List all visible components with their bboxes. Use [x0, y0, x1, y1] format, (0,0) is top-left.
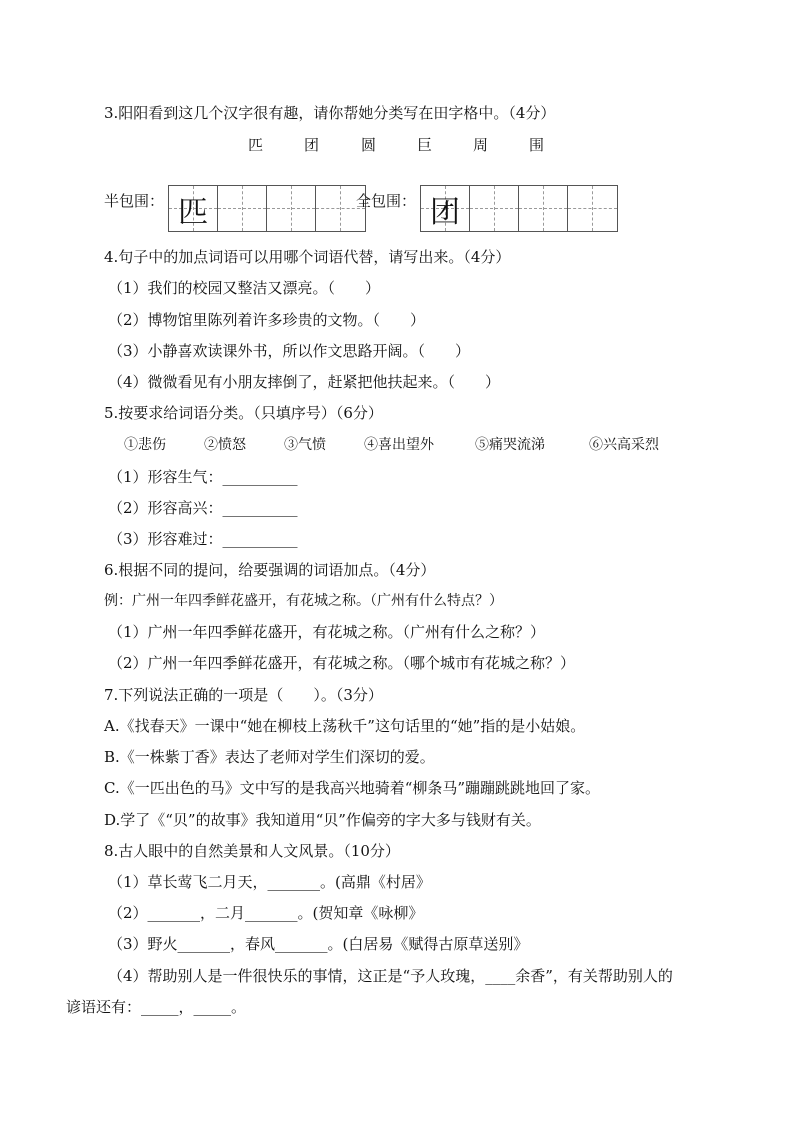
q4-title: 4.句子中的加点词语可以用哪个词语代替，请写出来。（4分）: [104, 248, 511, 266]
grid-cell[interactable]: [421, 186, 470, 231]
q3-char: 巨: [417, 136, 433, 154]
grid-cell[interactable]: [169, 186, 218, 231]
q8-title: 8.古人眼中的自然美景和人文风景。（10分）: [104, 842, 400, 860]
q8-item: （3）野火_______，春风_______。(白居易《赋得古原草送别》: [108, 935, 529, 953]
q3-char: 围: [529, 136, 545, 154]
q5-item: （1）形容生气：__________: [108, 468, 298, 486]
q3-char: 团: [304, 136, 320, 154]
q4-item: （1）我们的校园又整洁又漂亮。（ ）: [108, 279, 381, 297]
grid-cell[interactable]: [267, 186, 316, 231]
q8-item: （2）_______，二月_______。(贺知章《咏柳》: [108, 904, 424, 922]
q6-title: 6.根据不同的提问，给要强调的词语加点。（4分）: [104, 561, 436, 579]
q5-option: ⑤痛哭流涕: [475, 437, 545, 453]
q3-char: 匹: [248, 136, 264, 154]
q6-item: （1）广州一年四季鲜花盛开，有花城之称。（广州有什么之称？）: [108, 623, 546, 641]
q5-option: ③气愤: [284, 437, 326, 453]
full-enclosure-label: 全包围：: [356, 192, 417, 210]
q6-example: 例：广州一年四季鲜花盛开，有花城之称。（广州有什么特点？）: [104, 593, 503, 609]
half-enclosure-label: 半包围：: [104, 192, 165, 210]
q5-option: ⑥兴高采烈: [589, 437, 659, 453]
grid-cell[interactable]: [470, 186, 519, 231]
q5-option: ①悲伤: [124, 437, 166, 453]
q7-option-b: B.《一株紫丁香》表达了老师对学生们深切的爱。: [104, 748, 435, 766]
q4-item: （4）微微看见有小朋友摔倒了，赶紧把他扶起来。（ ）: [108, 373, 501, 391]
q5-item: （2）形容高兴：__________: [108, 499, 298, 517]
q7-option-d: D.学了《“贝”的故事》我知道用“贝”作偏旁的字大多与钱财有关。: [104, 811, 541, 829]
q5-title: 5.按要求给词语分类。（只填序号）（6分）: [104, 404, 383, 422]
q3-character-list: [0, 134, 794, 154]
q8-continuation: 谚语还有：_____，_____。: [66, 998, 247, 1016]
q8-item: （1）草长莺飞二月天，_______。(高鼎《村居》: [108, 873, 431, 891]
q7-title: 7.下列说法正确的一项是（ ）。（3分）: [104, 686, 383, 704]
q3-title: 3.阳阳看到这几个汉字很有趣，请你帮她分类写在田字格中。（4分）: [104, 104, 556, 122]
grid-cell-char: 团: [430, 194, 460, 230]
half-enclosure-grid: [168, 185, 366, 232]
grid-cell[interactable]: [519, 186, 568, 231]
q8-item: （4）帮助别人是一件很快乐的事情，这正是“予人玫瑰，____余香”，有关帮助别人的: [108, 967, 673, 985]
q5-options: [0, 434, 794, 454]
q5-item: （3）形容难过：__________: [108, 530, 298, 548]
q3-char: 圆: [361, 136, 377, 154]
q3-char: 周: [473, 136, 489, 154]
q6-item: （2）广州一年四季鲜花盛开，有花城之称。（哪个城市有花城之称？）: [108, 654, 576, 672]
q7-option-a: A.《找春天》一课中“她在柳枝上荡秋千”这句话里的“她”指的是小姑娘。: [104, 717, 586, 735]
grid-cell[interactable]: [568, 186, 617, 231]
q7-option-c: C.《一匹出色的马》文中写的是我高兴地骑着“柳条马”蹦蹦跳跳地回了家。: [104, 779, 601, 797]
full-enclosure-grid: [420, 185, 618, 232]
grid-cell-char: 匹: [178, 194, 208, 230]
q4-item: （2）博物馆里陈列着许多珍贵的文物。（ ）: [108, 311, 426, 329]
q5-option: ②愤怒: [204, 437, 246, 453]
q4-item: （3）小静喜欢读课外书，所以作文思路开阔。（ ）: [108, 342, 471, 360]
grid-cell[interactable]: [218, 186, 267, 231]
q5-option: ④喜出望外: [364, 437, 434, 453]
